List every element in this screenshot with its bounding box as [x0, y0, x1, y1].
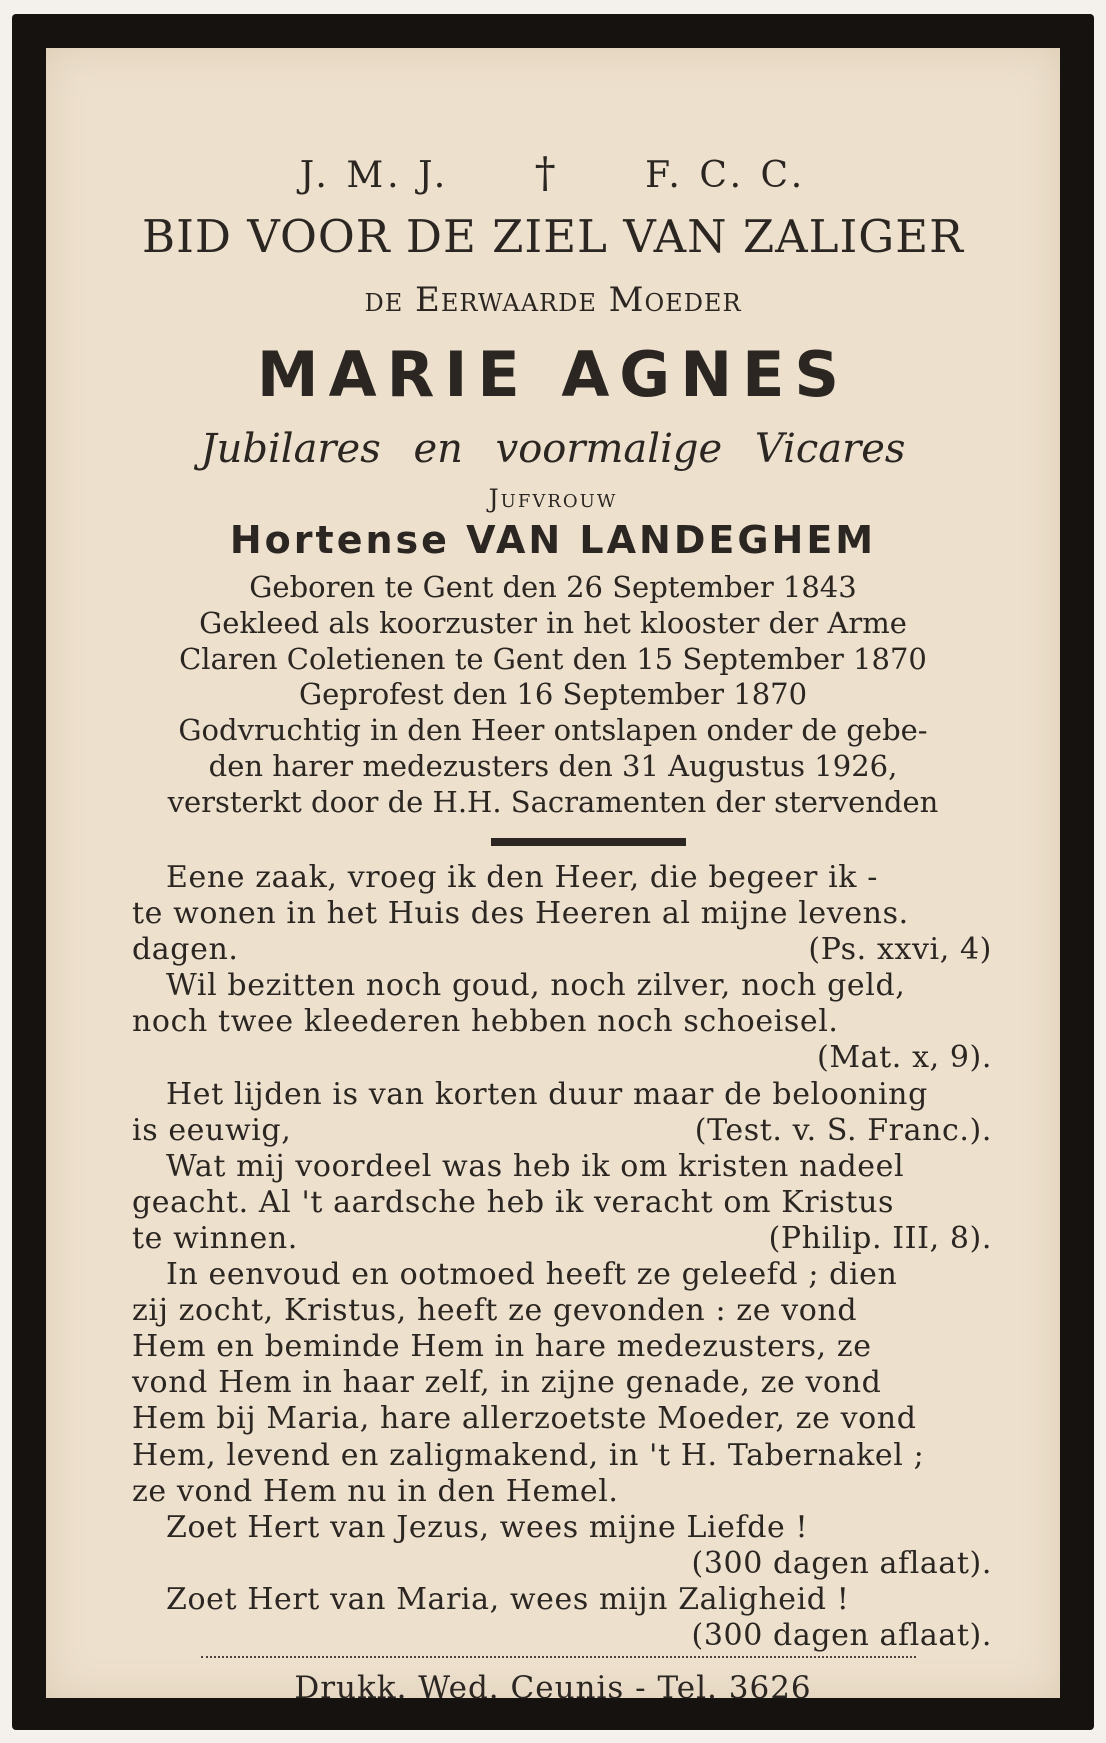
monogram-fcc: F. C. C. — [645, 155, 807, 196]
bio-line: Geboren te Gent den 26 September 1843 — [249, 570, 857, 604]
passage-line: zij zocht, Kristus, heeft ze gevonden : ze vond — [132, 1293, 858, 1329]
passage-line: Wil bezitten noch goud, noch zilver, noch geld, — [166, 968, 906, 1004]
passage-line: Hem en beminde Hem in hare medezusters, ze — [132, 1329, 872, 1365]
bio-line: Godvruchtig in den Heer ontslapen onder de gebe- — [178, 713, 928, 748]
passage-text: te winnen. — [132, 1220, 298, 1256]
divider-bar — [491, 838, 686, 846]
monogram-jmj: J. M. J. — [299, 155, 450, 196]
passage-reference: (Mat. x, 9). — [817, 1040, 992, 1076]
passage-line: geacht. Al 't aardsche heb ik veracht om Kristus — [132, 1184, 894, 1220]
bio-line: Geprofest den 16 September 1870 — [298, 677, 808, 712]
prayer-heading: BID VOOR DE ZIEL VAN ZALIGER — [142, 210, 964, 263]
passage-reference: (Test. v. S. Franc.). — [694, 1112, 992, 1148]
passage-reference: (Philip. III, 8). — [768, 1220, 992, 1256]
bio-line: den harer medezusters den 31 Augustus 1926, — [208, 748, 898, 783]
passage-line: Eene zaak, vroeg ik den Heer, die begeer ik - — [166, 860, 878, 895]
dotted-rule — [201, 1656, 916, 1658]
passage-line: vond Hem in haar zelf, in zijne genade, ze vond — [132, 1365, 882, 1401]
passage-line: In eenvoud en ootmoed heeft ze geleefd ; dien — [166, 1257, 898, 1293]
passage-line — [132, 932, 992, 968]
memorial-card — [46, 48, 1060, 1706]
scripture-passages — [132, 860, 992, 1654]
honorific: de Eerwaarde Moeder — [364, 280, 742, 320]
cross-icon: † — [534, 148, 560, 197]
religious-name: MARIE AGNES — [256, 338, 850, 411]
biography — [46, 570, 1060, 821]
passage-line: Wat mij voordeel was heb ik om kristen nadeel — [166, 1148, 905, 1184]
passage-line: Hem, levend en zaligmakend, in 't H. Tabernakel ; — [132, 1437, 925, 1473]
passage-line: noch twee kleederen hebben noch schoeisel. — [132, 1004, 839, 1040]
passage-text: dagen. — [132, 932, 239, 968]
bio-line: Claren Coletienen te Gent den 15 September 1870 — [179, 641, 927, 676]
role-line: Jubilares en voormalige Vicares — [200, 426, 906, 472]
mourning-card-border — [12, 14, 1094, 1730]
passage-line: Hem bij Maria, hare allerzoetste Moeder, ze vond — [132, 1401, 917, 1437]
bio-line: Gekleed als koorzuster in het klooster der Arme — [199, 605, 907, 640]
bio-line: versterkt door de H.H. Sacramenten der stervenden — [167, 784, 939, 819]
passage-line: Het lijden is van korten duur maar de belooning — [166, 1076, 928, 1112]
passage-line — [132, 1221, 992, 1257]
passage-line: Zoet Hert van Maria, wees mijn Zaligheid ! — [166, 1581, 850, 1617]
passage-line: Zoet Hert van Jezus, wees mijne Liefde ! — [166, 1509, 809, 1545]
passage-reference: (Ps. xxvi, 4) — [808, 932, 992, 968]
lady-title: Jufvrouw — [488, 484, 618, 513]
printer-credit: Drukk. Wed. Ceunis - Tel. 3626 — [294, 1670, 812, 1706]
monogram-line — [46, 148, 1060, 197]
full-name: Hortense VAN LANDEGHEM — [229, 518, 877, 562]
passage-text: is eeuwig, — [132, 1112, 292, 1148]
passage-reference: (300 dagen aflaat). — [691, 1545, 992, 1581]
passage-line: te wonen in het Huis des Heeren al mijne levens. — [132, 896, 909, 932]
passage-line — [132, 1113, 992, 1149]
passage-line: ze vond Hem nu in den Hemel. — [132, 1473, 619, 1509]
passage-reference: (300 dagen aflaat). — [691, 1617, 992, 1653]
